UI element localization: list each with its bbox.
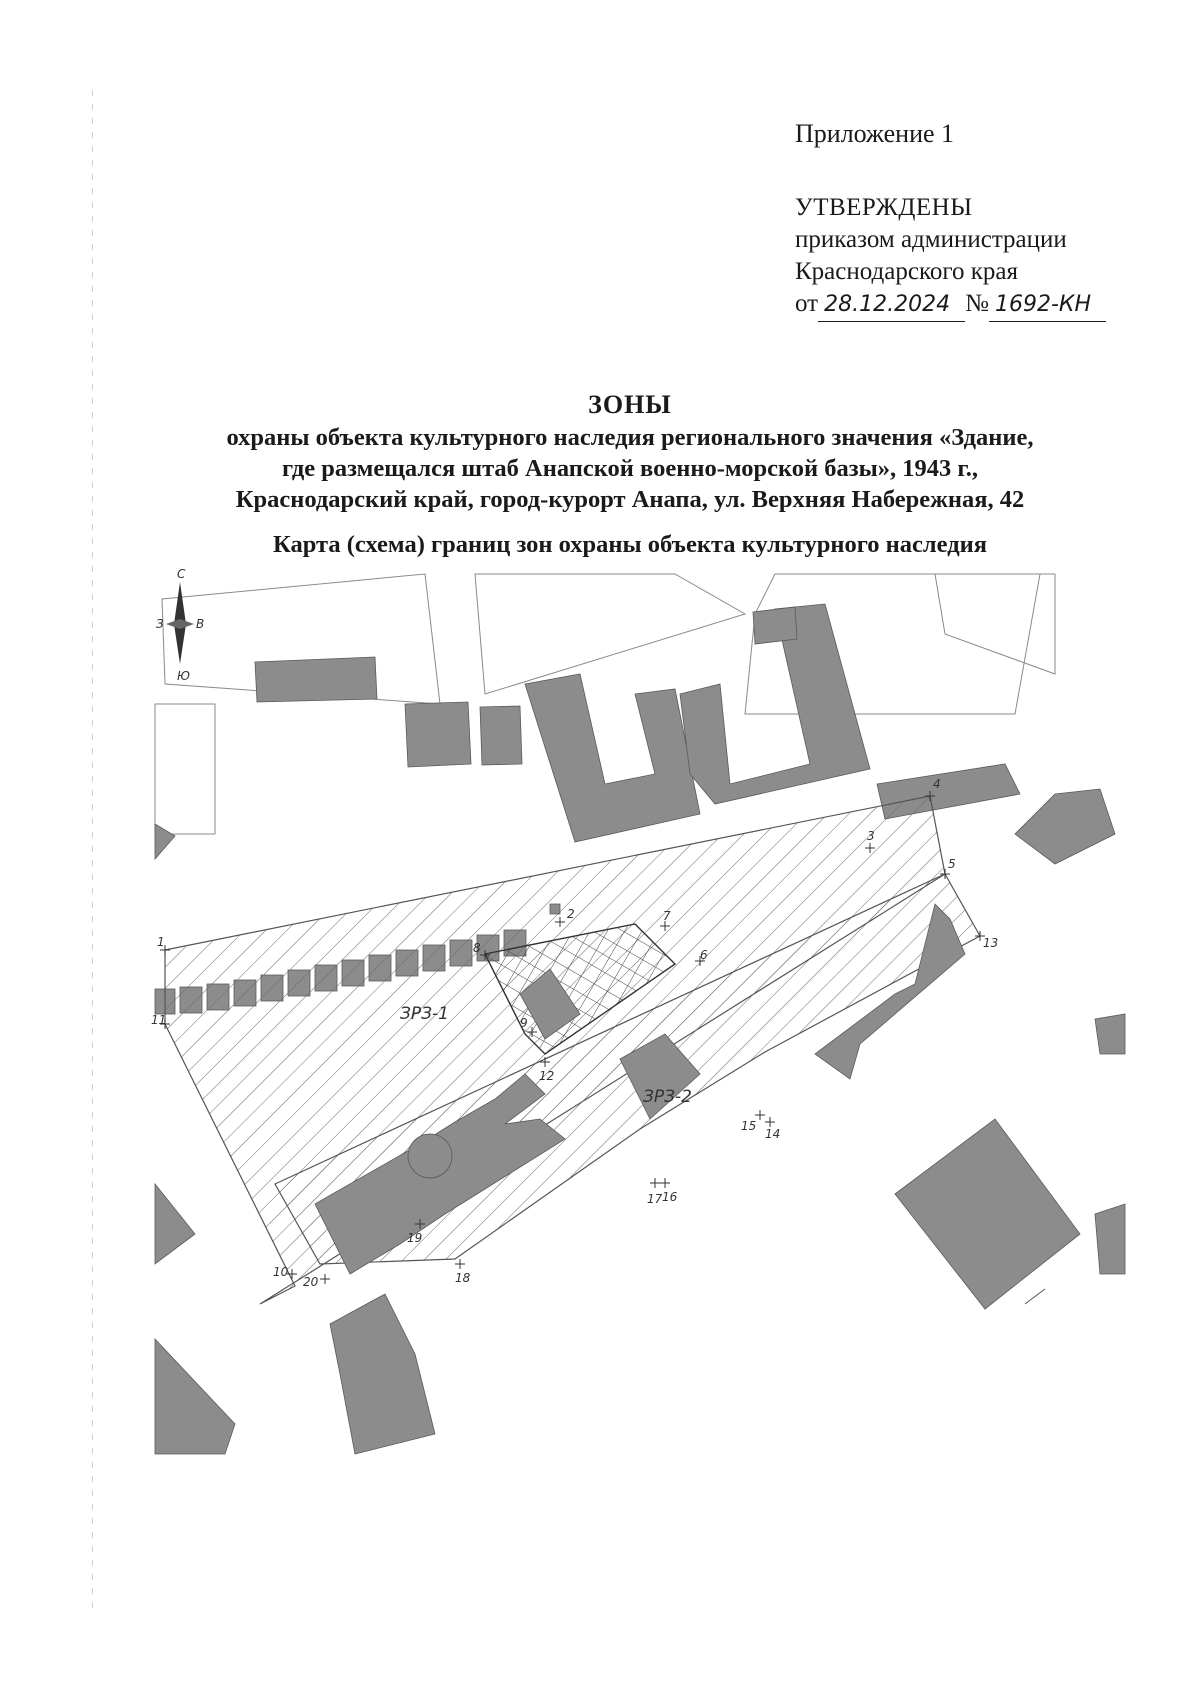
title-line-1: охраны объекта культурного наследия регионального значения «Здание, [226,424,1034,451]
title-line-2: где размещался штаб Анапской военно-морской базы», 1943 г., [282,455,978,482]
point-label: 3 [867,829,875,843]
map-mark [1025,1289,1045,1304]
building-u-shape [525,674,700,842]
building [1015,789,1115,864]
point-label: 1 [157,935,165,949]
building [1095,1014,1125,1054]
point-label: 13 [983,936,999,950]
compass-n: С [177,567,186,581]
point-label: 17 [647,1192,663,1206]
handwritten-date: 28.12.2024 [818,289,965,322]
building [155,1184,195,1264]
point-label: 9 [520,1016,528,1030]
compass-rose [156,567,204,683]
point-label: 10 [273,1265,289,1279]
appendix-label: Приложение 1 [795,119,955,148]
point-label: 14 [765,1127,781,1141]
point-label: 19 [407,1231,423,1245]
point-label: 11 [151,1013,167,1027]
point-label: 18 [455,1271,471,1285]
scan-edge [92,90,93,1610]
building-dome [408,1134,452,1178]
building [480,706,522,765]
zone-map [151,567,1125,1454]
map-svg [151,567,1125,1454]
title-line-3: Краснодарский край, город-курорт Анапа, ул. Верхняя Набережная, 42 [235,486,1025,513]
compass-cross [166,619,194,629]
compass-s: Ю [177,669,190,683]
point-label: 6 [700,948,708,962]
building-stepped [330,1294,435,1454]
zone-label-zrz-2: ЗРЗ-2 [643,1087,692,1107]
approval-line-2: Краснодарского края [795,258,1018,285]
title-block [150,388,1110,560]
parcel-outline [155,704,215,834]
document-heading: ЗОНЫ [588,390,672,419]
point-label: 2 [567,907,575,921]
point-label: 16 [662,1190,678,1204]
number-prefix: № [965,290,989,317]
building [405,702,471,767]
point-label: 15 [741,1119,757,1133]
compass-e: В [196,617,205,631]
point-label: 8 [473,941,481,955]
approval-date-row [795,288,1175,322]
point-label: 7 [663,909,671,923]
building [753,607,797,644]
approved-label: УТВЕРЖДЕНЫ [795,194,973,221]
point-label: 4 [933,777,941,791]
handwritten-number: 1692-КН [989,289,1106,322]
map-title: Карта (схема) границ зон охраны объекта культурного наследия [273,531,987,558]
parcel-outline [475,574,745,694]
zone-label-zrz-1: ЗРЗ-1 [400,1004,449,1024]
point-label: 12 [539,1069,555,1083]
building [155,1339,235,1454]
building [255,657,377,702]
building [895,1119,1080,1309]
point-label: 5 [948,857,956,871]
compass-w: З [156,617,164,631]
building [155,824,175,859]
point-label: 20 [303,1275,319,1289]
approval-line-1: приказом администрации [795,226,1067,253]
approval-block [795,118,1175,322]
building [1095,1204,1125,1274]
date-prefix: от [795,290,819,317]
